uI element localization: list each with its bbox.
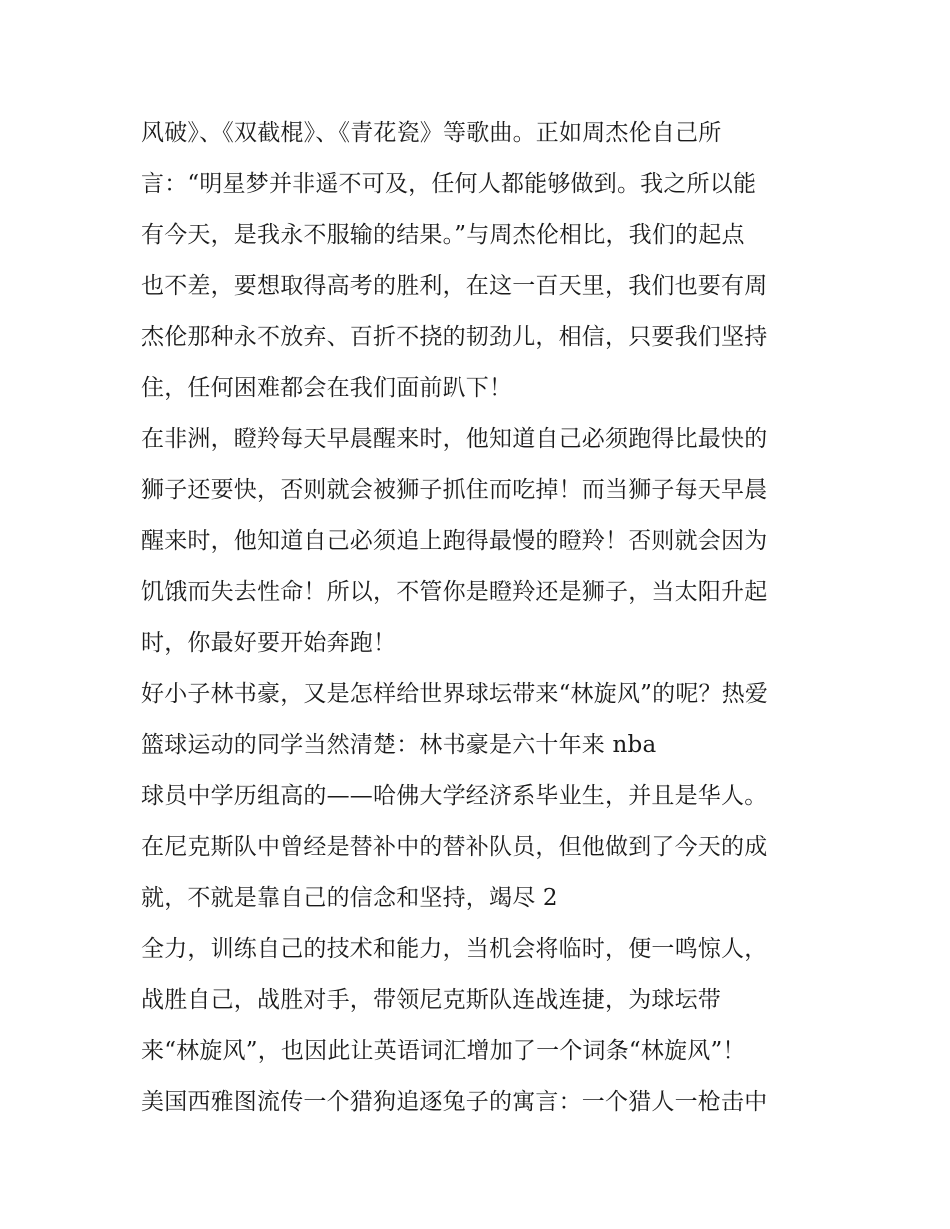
text-line: 来“林旋风”，也因此让英语词汇增加了一个词条“林旋风”！ bbox=[141, 1038, 746, 1064]
text-line: 醒来时，他知道自己必须追上跑得最慢的瞪羚！否则就会因为 bbox=[141, 528, 768, 554]
text-line: 有今天，是我永不服输的结果。”与周杰伦相比，我们的起点 bbox=[141, 222, 745, 248]
text-line: 也不差，要想取得高考的胜利，在这一百天里，我们也要有周 bbox=[141, 273, 768, 299]
text-line: 饥饿而失去性命！所以，不管你是瞪羚还是狮子，当太阳升起 bbox=[141, 579, 768, 605]
text-line: 言：“明星梦并非遥不可及，任何人都能够做到。我之所以能 bbox=[141, 171, 757, 197]
text-line: 杰伦那种永不放弃、百折不挠的韧劲儿，相信，只要我们坚持 bbox=[141, 324, 768, 350]
text-line: 全力，训练自己的技术和能力，当机会将临时，便一鸣惊人， bbox=[141, 936, 768, 962]
text-line: 住，任何困难都会在我们面前趴下！ bbox=[141, 375, 513, 401]
text-line: 球员中学历组高的——哈佛大学经济系毕业生，并且是华人。 bbox=[141, 783, 768, 809]
text-line: 战胜自己，战胜对手，带领尼克斯队连战连捷，为球坛带 bbox=[141, 987, 721, 1013]
text-line: 在非洲，瞪羚每天早晨醒来时，他知道自己必须跑得比最快的 bbox=[141, 426, 768, 452]
text-line: 狮子还要快，否则就会被狮子抓住而吃掉！而当狮子每天早晨 bbox=[141, 477, 768, 503]
body-text bbox=[141, 108, 841, 1128]
text-line: 就，不就是靠自己的信念和坚持，竭尽 2 bbox=[141, 885, 558, 911]
text-line: 美国西雅图流传一个猎狗追逐兔子的寓言：一个猎人一枪击中 bbox=[141, 1089, 768, 1115]
text-line: 风破》、《双截棍》、《青花瓷》等歌曲。正如周杰伦自己所 bbox=[141, 120, 722, 146]
text-line: 在尼克斯队中曾经是替补中的替补队员，但他做到了今天的成 bbox=[141, 834, 768, 860]
text-line: 时，你最好要开始奔跑！ bbox=[141, 630, 397, 656]
text-line: 篮球运动的同学当然清楚：林书豪是六十年来 nba bbox=[141, 732, 657, 758]
text-line: 好小子林书豪，又是怎样给世界球坛带来“林旋风”的呢？热爱 bbox=[141, 681, 769, 707]
